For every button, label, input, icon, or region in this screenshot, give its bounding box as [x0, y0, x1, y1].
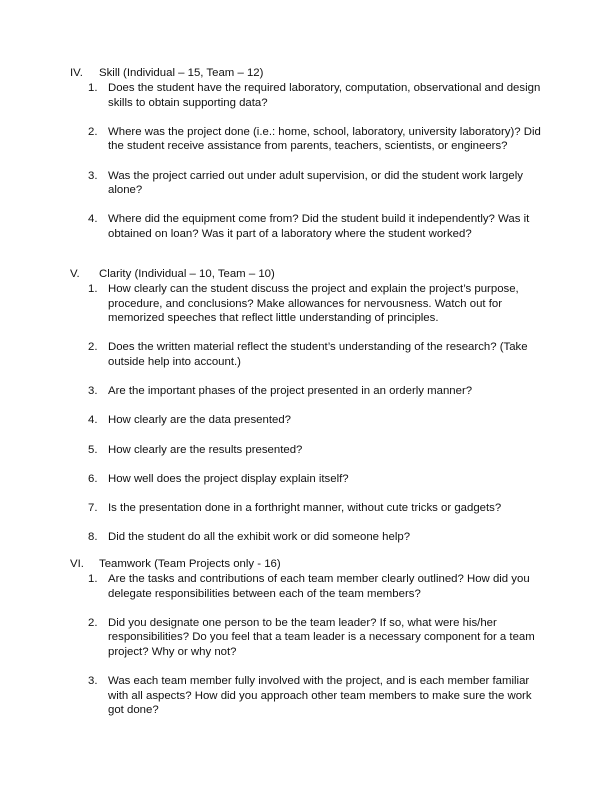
item-number: 2.	[88, 125, 98, 138]
list-item	[88, 169, 550, 198]
section-heading	[70, 557, 550, 572]
item-text: How well does the project display explain itself?	[108, 472, 349, 485]
item-text: Does the written material reflect the student’s understanding of the research? (Take outside help into account.)	[108, 341, 528, 368]
section-teamwork	[70, 557, 550, 718]
list-item	[88, 674, 550, 718]
section-heading	[70, 267, 550, 282]
item-text: How clearly can the student discuss the project and explain the project’s purpose, procedure, and conclusions? Make allowances for nervousness. Watch out for memorized speeches that reflect little understanding of principles.	[108, 283, 519, 325]
item-number: 6.	[88, 472, 98, 485]
list-item	[88, 616, 550, 660]
section-title: Skill (Individual – 15, Team – 12)	[99, 67, 264, 79]
item-number: 4.	[88, 414, 98, 427]
question-list	[70, 282, 550, 545]
item-text: Where was the project done (i.e.: home, school, laboratory, university laboratory)? Did the student receive assistance from parents, teachers, scientists, or engineers?	[108, 125, 541, 153]
item-number: 2.	[88, 616, 98, 629]
list-item	[88, 125, 550, 154]
list-item	[88, 472, 550, 487]
question-list	[70, 81, 550, 242]
section-skill	[70, 66, 550, 242]
list-item	[88, 212, 550, 241]
list-item	[88, 501, 550, 516]
list-item	[88, 340, 550, 369]
section-numeral: IV.	[70, 67, 83, 79]
item-number: 1.	[88, 82, 98, 94]
item-number: 3.	[88, 385, 98, 398]
item-number: 7.	[88, 501, 98, 514]
list-item	[88, 572, 550, 601]
item-text: Are the important phases of the project presented in an orderly manner?	[108, 385, 473, 398]
item-number: 3.	[88, 675, 98, 688]
item-text: Where did the equipment come from? Did the student build it independently? Was it obtained on loan? Was it part of a laboratory where the student worked?	[108, 213, 530, 240]
item-text: Does the student have the required laboratory, computation, observational and design skills to obtain supporting data?	[108, 82, 541, 109]
question-list	[70, 572, 550, 718]
list-item	[88, 413, 550, 428]
item-number: 5.	[88, 443, 98, 456]
section-title: Clarity (Individual – 10, Team – 10)	[99, 268, 275, 280]
item-text: Was the project carried out under adult supervision, or did the student work largely alone?	[108, 169, 523, 197]
section-heading	[70, 66, 550, 81]
item-number: 3.	[88, 169, 98, 182]
list-item	[88, 530, 550, 545]
section-title: Teamwork (Team Projects only - 16)	[99, 558, 281, 570]
item-number: 1.	[88, 573, 98, 585]
item-text: Did you designate one person to be the team leader? If so, what were his/her responsibilities? Do you feel that a team leader is a necessary component for a team project? Why or why not?	[108, 616, 535, 658]
item-number: 2.	[88, 341, 98, 354]
item-text: How clearly are the data presented?	[108, 414, 291, 427]
item-text: Is the presentation done in a forthright manner, without cute tricks or gadgets?	[108, 501, 502, 514]
item-text: How clearly are the results presented?	[108, 443, 303, 456]
section-clarity	[70, 267, 550, 545]
item-number: 1.	[88, 283, 98, 295]
item-number: 8.	[88, 531, 98, 544]
list-item	[88, 443, 550, 458]
item-text: Are the tasks and contributions of each team member clearly outlined? How did you delegate responsibilities between each of the team members?	[108, 573, 530, 600]
item-number: 4.	[88, 213, 98, 226]
item-text: Was each team member fully involved with the project, and is each member familiar with all aspects? How did you approach other team members to make sure the work got done?	[108, 675, 532, 717]
list-item	[88, 384, 550, 399]
list-item	[88, 282, 550, 326]
item-text: Did the student do all the exhibit work or did someone help?	[108, 531, 411, 544]
section-numeral: V.	[70, 268, 80, 280]
list-item	[88, 81, 550, 110]
section-numeral: VI.	[70, 558, 84, 570]
